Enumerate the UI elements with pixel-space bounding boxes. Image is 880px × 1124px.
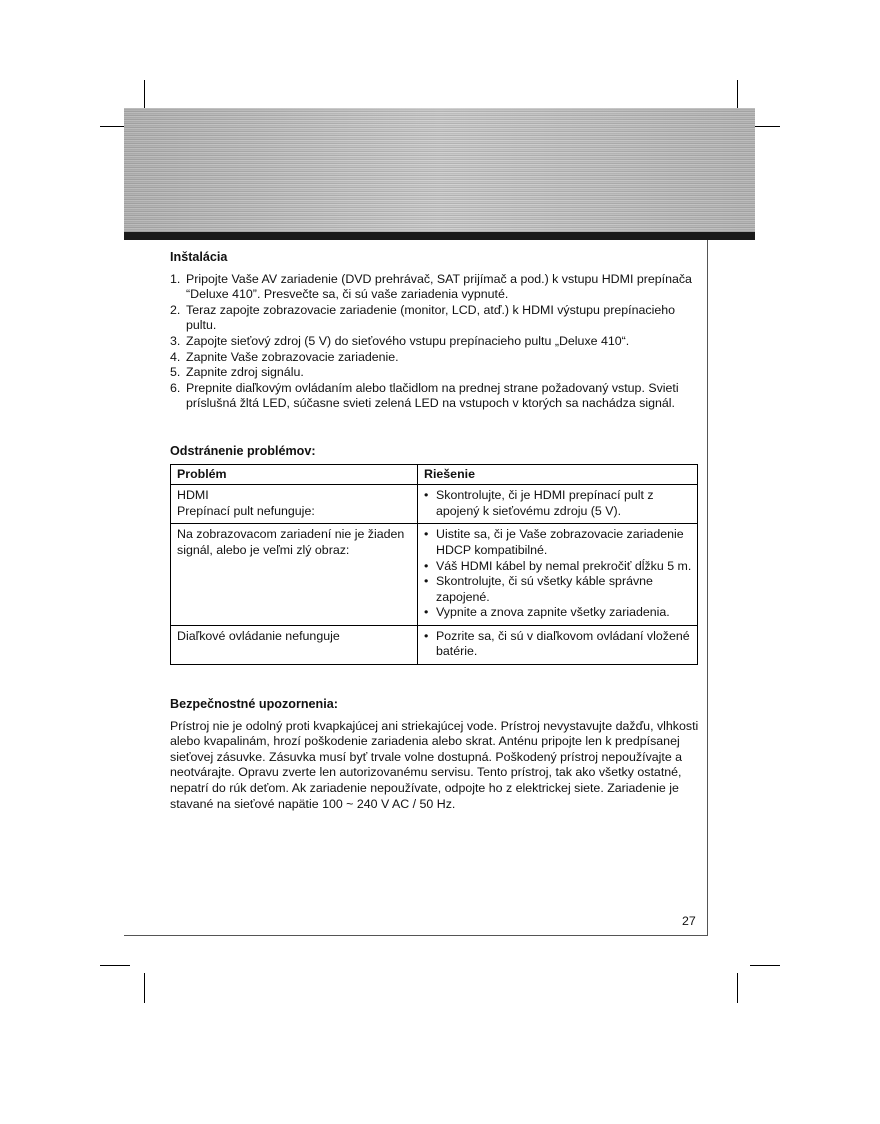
step-number: 5. <box>170 365 181 380</box>
step-number: 2. <box>170 302 181 317</box>
step-text: Zapnite zdroj signálu. <box>186 365 304 380</box>
installation-title: Inštalácia <box>170 250 228 264</box>
safety-section <box>170 697 700 812</box>
troubleshooting-title: Odstránenie problémov: <box>170 443 316 458</box>
solution-item <box>424 605 692 621</box>
solution-item <box>424 629 692 660</box>
crop-mark-top-right-vertical <box>737 80 738 110</box>
page-right-rule <box>707 240 708 936</box>
solution-text: Skontrolujte, či je HDMI prepínací pult z apojený k sieťovému zdroju (5 V). <box>436 488 654 518</box>
installation-step <box>170 334 700 350</box>
table-row <box>171 485 698 524</box>
table-header-row <box>171 464 698 485</box>
solution-cell <box>418 524 698 626</box>
bullet-icon: • <box>424 628 429 643</box>
crop-mark-bottom-right-horizontal <box>750 965 780 966</box>
installation-step <box>170 350 700 366</box>
step-number: 4. <box>170 349 181 364</box>
page-number: 27 <box>682 914 696 928</box>
crop-mark-bottom-left-vertical <box>144 973 145 1003</box>
solution-item <box>424 559 692 575</box>
solution-list <box>424 527 692 621</box>
table-row <box>171 524 698 626</box>
step-number: 6. <box>170 380 181 395</box>
step-number: 1. <box>170 271 181 286</box>
solution-cell <box>418 485 698 524</box>
step-number: 3. <box>170 333 181 348</box>
step-text: Teraz zapojte zobrazovacie zariadenie (monitor, LCD, atď.) k HDMI výstupu prepínacieho pultu. <box>186 302 676 333</box>
bullet-icon: • <box>424 527 429 542</box>
troubleshooting-section <box>170 444 700 665</box>
solution-item <box>424 527 692 558</box>
bullet-icon: • <box>424 488 429 503</box>
step-text: Pripojte Vaše AV zariadenie (DVD prehrávač, SAT prijímač a pod.) k vstupu HDMI prepínača “Deluxe 410”. Presvečte sa, či sú vaše zariadenia vypnuté. <box>186 271 692 302</box>
installation-section <box>170 250 700 412</box>
solution-text: Skontrolujte, či sú všetky káble správne zapojené. <box>436 574 653 604</box>
solution-list <box>424 629 692 660</box>
solution-text: Vypnite a znova zapnite všetky zariadenia. <box>436 605 670 620</box>
crop-mark-bottom-right-vertical <box>737 973 738 1003</box>
column-header-problem: Problém <box>171 464 418 485</box>
page-content <box>170 250 700 812</box>
installation-step <box>170 381 700 412</box>
header-banner <box>124 108 755 232</box>
problem-cell <box>171 625 418 664</box>
header-banner-bar <box>124 232 755 240</box>
bullet-icon: • <box>424 605 429 620</box>
solution-item <box>424 574 692 605</box>
step-text: Zapnite Vaše zobrazovacie zariadenie. <box>186 349 399 364</box>
installation-step <box>170 303 700 334</box>
solution-text: Uistite sa, či je Vaše zobrazovacie zariadenie HDCP kompatibilné. <box>436 527 684 557</box>
problem-cell <box>171 485 418 524</box>
troubleshooting-table <box>170 464 698 666</box>
solution-cell <box>418 625 698 664</box>
problem-text: HDMI <box>177 488 209 503</box>
problem-text: Na zobrazovacom zariadení nie je žiaden signál, alebo je veľmi zlý obraz: <box>177 527 405 557</box>
solution-text: Váš HDMI kábel by nemal prekročiť dĺžku 5 m. <box>436 558 692 573</box>
problem-text: Diaľkové ovládanie nefunguje <box>177 628 340 643</box>
installation-step <box>170 365 700 381</box>
problem-cell <box>171 524 418 626</box>
problem-text: Prepínací pult nefunguje: <box>177 503 315 518</box>
safety-text: Prístroj nie je odolný proti kvapkajúcej ani striekajúcej vode. Prístroj nevystavujte dažďu, vlhkosti alebo kvapalinám, hrozí poškodenie zariadenia alebo skrat. Anténu pripojte len k predpísanej sieťovej zásuvke. Zásuvka musí byť trvale volne dostupná. Poškodený prístroj nepoužívajte a neotvárajte. Opravu zverte len autorizovanému servisu. Tento prístroj, tak ako všetky ostatné, nepatrí do rúk deťom. Ak zariadenie nepoužívate, odpojte ho z elektrickej siete. Zariadenie je stavané na sieťové napätie 100 ~ 240 V AC / 50 Hz. <box>170 718 699 811</box>
installation-steps <box>170 272 700 412</box>
page-bottom-rule <box>124 935 708 936</box>
solution-text: Pozrite sa, či sú v diaľkovom ovládaní vložené batérie. <box>436 628 690 659</box>
step-text: Prepnite diaľkovým ovládaním alebo tlačidlom na prednej strane požadovaný vstup. Svieti príslušná žltá LED, súčasne svieti zelená LED na vstupoch v ktorých sa nachádza signál. <box>186 380 679 411</box>
bullet-icon: • <box>424 558 429 573</box>
column-header-solution: Riešenie <box>418 464 698 485</box>
step-text: Zapojte sieťový zdroj (5 V) do sieťového vstupu prepínacieho pultu „Deluxe 410“. <box>186 333 630 348</box>
safety-title: Bezpečnostné upozornenia: <box>170 697 338 712</box>
table-row <box>171 625 698 664</box>
installation-step <box>170 272 700 303</box>
crop-mark-top-left-vertical <box>144 80 145 110</box>
crop-mark-bottom-left-horizontal <box>100 965 130 966</box>
solution-item <box>424 488 692 519</box>
bullet-icon: • <box>424 574 429 589</box>
solution-list <box>424 488 692 519</box>
